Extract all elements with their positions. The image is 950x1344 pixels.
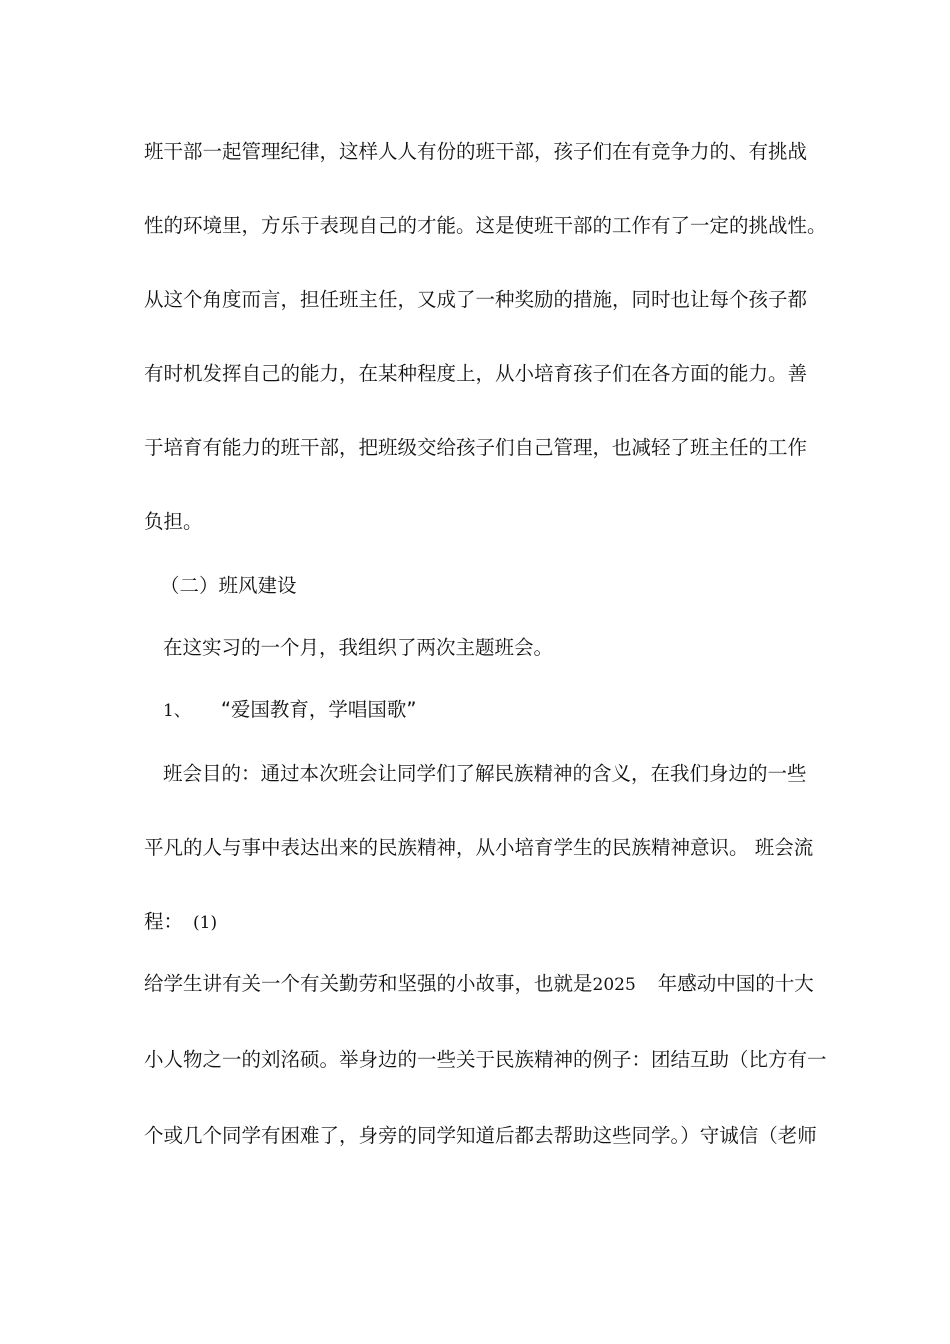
process-label: 程： — [144, 910, 184, 933]
story-line-1 — [144, 972, 814, 997]
section-heading: （二）班风建设 — [160, 574, 297, 597]
story-line-1-start: 给学生讲有关一个有关勤劳和坚强的小故事，也就是 — [144, 972, 593, 995]
process-label-line — [144, 910, 217, 935]
story-line-1-end: 年感动中国的十大 — [657, 972, 814, 995]
step-number: (1) — [193, 913, 218, 933]
paragraph-line-3: 从这个角度而言，担任班主任，又成了一种奖励的措施，同时也让每个孩子都 — [144, 288, 808, 311]
paragraph-line-4: 有时机发挥自己的能力，在某种程度上，从小培育孩子们在各方面的能力。善 — [144, 362, 808, 385]
paragraph-line-5: 于培育有能力的班干部，把班级交给孩子们自己管理，也减轻了班主任的工作 — [144, 436, 808, 459]
story-year: 2025 — [592, 975, 636, 995]
purpose-line-2: 平凡的人与事中表达出来的民族精神，从小培育学生的民族精神意识。 班会流 — [144, 836, 814, 859]
item-title: “爱国教育，学唱国歌” — [220, 698, 417, 721]
story-line-3: 个或几个同学有困难了，身旁的同学知道后都去帮助这些同学。）守诚信（老师 — [144, 1124, 817, 1147]
item-heading — [163, 698, 417, 723]
paragraph-line-6: 负担。 — [144, 510, 203, 533]
paragraph-line-2: 性的环境里，方乐于表现自己的才能。这是使班干部的工作有了一定的挑战性。 — [144, 214, 827, 237]
intro-sentence: 在这实习的一个月，我组织了两次主题班会。 — [163, 636, 554, 659]
item-number: 1、 — [163, 701, 191, 721]
purpose-line-1: 班会目的：通过本次班会让同学们了解民族精神的含义，在我们身边的一些 — [163, 762, 807, 785]
story-line-2: 小人物之一的刘洺硕。举身边的一些关于民族精神的例子：团结互助（比方有一 — [144, 1048, 827, 1071]
paragraph-line-1: 班干部一起管理纪律，这样人人有份的班干部，孩子们在有竞争力的、有挑战 — [144, 140, 808, 163]
